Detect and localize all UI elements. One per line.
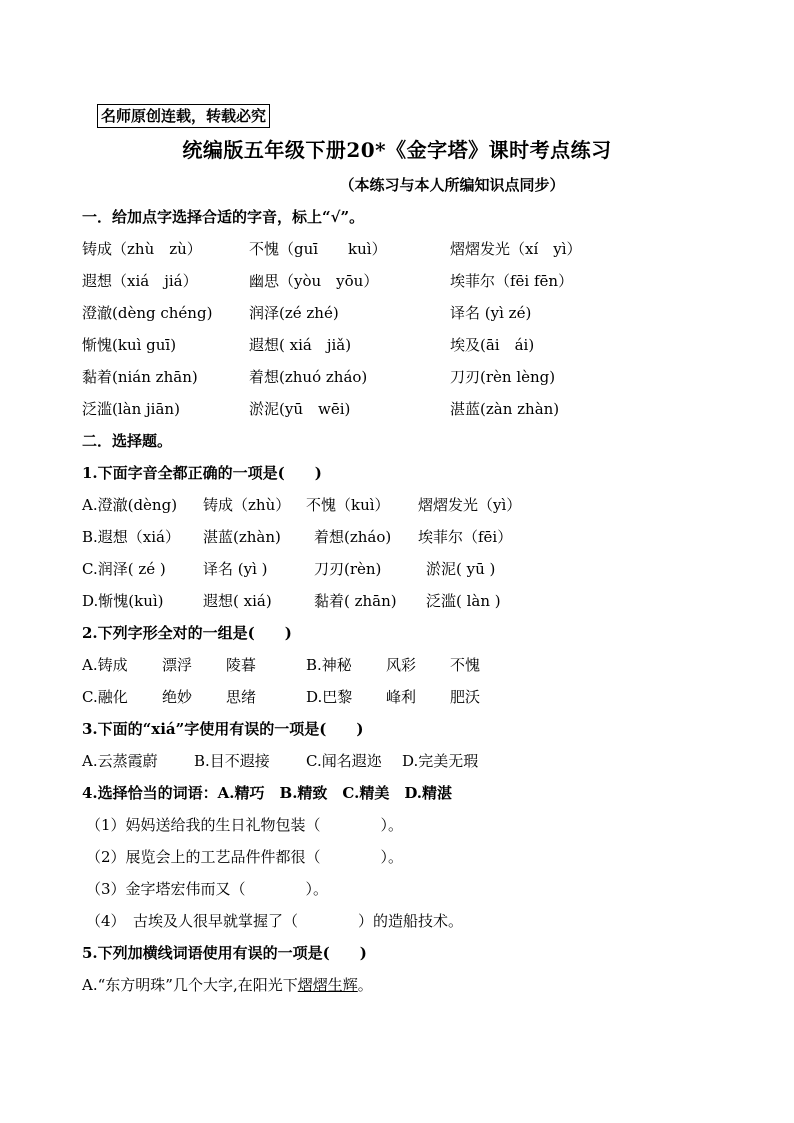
- q3-option-b: B.目不遐接: [194, 752, 270, 770]
- pinyin-item: 澄澈(dèng chéng): [82, 304, 213, 322]
- q1-option-c: C.润泽( zé ): [82, 560, 166, 578]
- pinyin-item: 遐想（xiá jiá）: [82, 272, 198, 290]
- q2-option: 思绪: [226, 688, 257, 706]
- pinyin-item: 铸成（zhù zù）: [82, 240, 202, 258]
- question-2-stem: 2.下列字形全对的一组是( ): [82, 624, 292, 642]
- q1-option-c: 淤泥( yū ): [426, 560, 496, 578]
- pinyin-item: 埃菲尔（fēi fēn）: [450, 272, 574, 290]
- q5-option-a: [82, 974, 373, 995]
- q2-option: 陵暮: [226, 656, 257, 674]
- q4-item-2: （2）展览会上的工艺品件件都很（ ）。: [86, 848, 404, 866]
- pinyin-item: 淤泥(yū wēi): [249, 400, 351, 418]
- q1-option-c: 刀刃(rèn): [314, 560, 382, 578]
- q4-item-3: （3）金字塔宏伟而又（ ）。: [86, 880, 329, 898]
- q1-option-d: 泛滥( làn ): [426, 592, 501, 610]
- q5-option-a-suffix: 。: [357, 976, 373, 994]
- pinyin-item: 刀刃(rèn lèng): [450, 368, 556, 386]
- pinyin-item: 润泽(zé zhé): [249, 304, 339, 322]
- q1-option-b: B.遐想（xiá）: [82, 528, 180, 546]
- q1-option-b: 埃菲尔（fēi）: [418, 528, 513, 546]
- q2-option: D.巴黎: [306, 688, 353, 706]
- pinyin-item: 惭愧(kuì guī): [82, 336, 177, 354]
- q1-option-b: 着想(zháo): [314, 528, 392, 546]
- q2-option: 漂浮: [162, 656, 193, 674]
- q1-option-a: 铸成（zhù）: [203, 496, 291, 514]
- pinyin-item: 遐想( xiá jiǎ): [249, 336, 352, 354]
- q1-option-a: A.澄澈(dèng): [82, 496, 178, 514]
- question-5-stem: 5.下列加横线词语使用有误的一项是( ): [82, 944, 367, 962]
- question-3-stem: 3.下面的“xiá”字使用有误的一项是( ): [82, 720, 364, 738]
- q2-option: C.融化: [82, 688, 128, 706]
- q2-option: 不愧: [450, 656, 481, 674]
- q2-option: B.神秘: [306, 656, 352, 674]
- pinyin-item: 湛蓝(zàn zhàn): [450, 400, 560, 418]
- q1-option-b: 湛蓝(zhàn): [203, 528, 281, 546]
- pinyin-item: 不愧（guī kuì）: [249, 240, 387, 258]
- q2-option: 绝妙: [162, 688, 193, 706]
- page-subtitle: （本练习与本人所编知识点同步）: [339, 176, 565, 194]
- page-title: 统编版五年级下册20*《金字塔》课时考点练习: [182, 138, 612, 162]
- q2-option: A.铸成: [82, 656, 128, 674]
- pinyin-item: 黏着(nián zhān): [82, 368, 198, 386]
- question-1-stem: 1.下面字音全都正确的一项是( ): [82, 464, 322, 482]
- q3-option-a: A.云蒸霞蔚: [82, 752, 158, 770]
- q3-option-d: D.完美无瑕: [402, 752, 479, 770]
- pinyin-item: 着想(zhuó zháo): [249, 368, 368, 386]
- q2-option: 风彩: [386, 656, 417, 674]
- pinyin-item: 熠熠发光（xí yì）: [450, 240, 582, 258]
- q1-option-d: 黏着( zhān): [314, 592, 397, 610]
- question-4-stem: 4.选择恰当的词语：A.精巧 B.精致 C.精美 D.精湛: [82, 784, 453, 802]
- q2-option: 肥沃: [450, 688, 481, 706]
- q4-item-4: （4） 古埃及人很早就掌握了（ ）的造船技术。: [86, 912, 464, 930]
- q5-option-a-prefix: A.“东方明珠”几个大字,在阳光下: [82, 976, 298, 994]
- copyright-stamp: 名师原创连载，转载必究: [97, 104, 270, 128]
- pinyin-item: 幽思（yòu yōu）: [249, 272, 379, 290]
- q2-option: 峰利: [386, 688, 417, 706]
- pinyin-item: 埃及(āi ái): [450, 336, 535, 354]
- q1-option-c: 译名 (yì ): [203, 560, 268, 578]
- q4-item-1: （1）妈妈送给我的生日礼物包装（ ）。: [86, 816, 404, 834]
- q3-option-c: C.闻名遐迩: [306, 752, 382, 770]
- q1-option-a: 不愧（kuì）: [306, 496, 390, 514]
- q1-option-a: 熠熠发光（yì）: [418, 496, 522, 514]
- q5-underlined-word: 熠熠生辉: [297, 976, 358, 994]
- q1-option-d: 遐想( xiá): [203, 592, 272, 610]
- q1-option-d: D.惭愧(kuì): [82, 592, 164, 610]
- pinyin-item: 译名 (yì zé): [450, 304, 532, 322]
- section1-heading: 一．给加点字选择合适的字音，标上“√”。: [82, 208, 365, 226]
- section2-heading: 二．选择题。: [82, 432, 173, 450]
- pinyin-item: 泛滥(làn jiān): [82, 400, 180, 418]
